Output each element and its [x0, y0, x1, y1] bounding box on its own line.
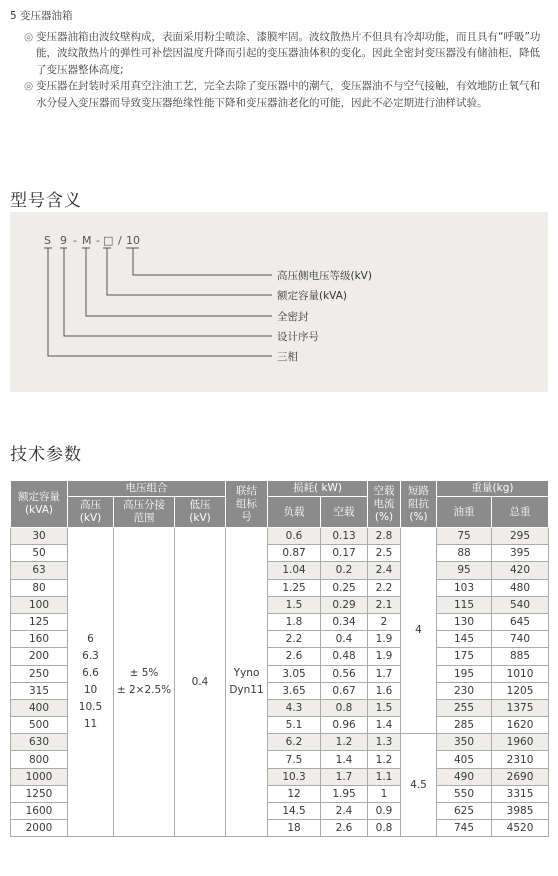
cell-oil-weight: 625 — [437, 803, 492, 820]
cell-total-weight: 645 — [492, 613, 549, 630]
cell-oil-weight: 95 — [437, 562, 492, 579]
cell-total-weight: 2310 — [492, 751, 549, 768]
cell-total-weight: 740 — [492, 631, 549, 648]
intro-block — [10, 8, 550, 111]
cell-noload-loss: 0.56 — [321, 665, 368, 682]
cell-load-loss: 2.2 — [268, 631, 321, 648]
cell-impedance-low: 4 — [401, 528, 437, 734]
cell-noload-current: 1 — [368, 785, 401, 802]
cell-oil-weight: 88 — [437, 545, 492, 562]
cell-oil-weight: 75 — [437, 528, 492, 545]
cell-capacity: 160 — [11, 631, 68, 648]
cell-capacity: 1000 — [11, 768, 68, 785]
cell-load-loss: 7.5 — [268, 751, 321, 768]
cell-noload-current: 1.7 — [368, 665, 401, 682]
cell-noload-current: 0.9 — [368, 803, 401, 820]
cell-capacity: 800 — [11, 751, 68, 768]
header-load-loss: 负载 — [268, 497, 321, 528]
cell-noload-current: 1.9 — [368, 648, 401, 665]
cell-capacity: 400 — [11, 699, 68, 716]
header-lv: 低压 (kV) — [175, 497, 226, 528]
code-char: M — [82, 234, 92, 247]
cell-load-loss: 3.65 — [268, 682, 321, 699]
cell-oil-weight: 490 — [437, 768, 492, 785]
cell-noload-current: 2 — [368, 613, 401, 630]
cell-oil-weight: 405 — [437, 751, 492, 768]
cell-total-weight: 2690 — [492, 768, 549, 785]
header-tap-range: 高压分接 范围 — [114, 497, 175, 528]
tech-spec-table — [10, 480, 549, 837]
cell-noload-loss: 1.2 — [321, 734, 368, 751]
section-title-oil-tank: 5 变压器油箱 — [10, 10, 73, 22]
cell-impedance-high: 4.5 — [401, 734, 437, 837]
cell-load-loss: 10.3 — [268, 768, 321, 785]
cell-total-weight: 4520 — [492, 820, 549, 837]
cell-noload-loss: 2.6 — [321, 820, 368, 837]
cell-capacity: 125 — [11, 613, 68, 630]
cell-noload-loss: 0.2 — [321, 562, 368, 579]
cell-noload-current: 2.8 — [368, 528, 401, 545]
cell-capacity: 315 — [11, 682, 68, 699]
cell-noload-current: 2.4 — [368, 562, 401, 579]
cell-noload-loss: 0.25 — [321, 579, 368, 596]
cell-noload-loss: 1.4 — [321, 751, 368, 768]
cell-noload-loss: 2.4 — [321, 803, 368, 820]
cell-capacity: 500 — [11, 717, 68, 734]
header-capacity: 额定容量 (kVA) — [11, 481, 68, 528]
header-loss-group: 损耗( kW) — [268, 481, 368, 497]
cell-load-loss: 18 — [268, 820, 321, 837]
cell-noload-loss: 0.8 — [321, 699, 368, 716]
cell-capacity: 80 — [11, 579, 68, 596]
cell-load-loss: 3.05 — [268, 665, 321, 682]
cell-noload-loss: 0.48 — [321, 648, 368, 665]
cell-capacity: 630 — [11, 734, 68, 751]
code-char: 10 — [126, 234, 140, 247]
header-hv: 高压 (kV) — [68, 497, 114, 528]
cell-noload-current: 1.1 — [368, 768, 401, 785]
cell-vector-group: Yyno Dyn11 — [226, 528, 268, 837]
cell-noload-current: 2.2 — [368, 579, 401, 596]
cell-capacity: 200 — [11, 648, 68, 665]
cell-tap-range: ± 5% ± 2×2.5% — [114, 528, 175, 837]
label-fully-sealed: 全密封 — [277, 311, 309, 323]
cell-load-loss: 0.87 — [268, 545, 321, 562]
cell-total-weight: 1960 — [492, 734, 549, 751]
cell-total-weight: 420 — [492, 562, 549, 579]
cell-total-weight: 540 — [492, 596, 549, 613]
code-char: - — [73, 234, 77, 247]
code-char: / — [118, 234, 122, 247]
header-weight-group: 重量(kg) — [437, 481, 549, 497]
code-char: - — [96, 234, 100, 247]
cell-oil-weight: 745 — [437, 820, 492, 837]
cell-capacity: 30 — [11, 528, 68, 545]
cell-noload-loss: 0.67 — [321, 682, 368, 699]
code-char: 9 — [60, 234, 67, 247]
cell-oil-weight: 145 — [437, 631, 492, 648]
cell-load-loss: 0.6 — [268, 528, 321, 545]
label-design-serial: 设计序号 — [277, 331, 319, 343]
cell-capacity: 1250 — [11, 785, 68, 802]
cell-noload-current: 2.5 — [368, 545, 401, 562]
cell-capacity: 100 — [11, 596, 68, 613]
cell-load-loss: 1.04 — [268, 562, 321, 579]
intro-paragraph: ◎ 变压器在封装时采用真空注油工艺，完全去除了变压器中的潮气，变压器油不与空气接触，有效地防止氧气和水分侵入变压器而导致变压器绝缘性能下降和变压器油老化的可能，因此不必定期进行油样试验。 — [24, 80, 540, 109]
cell-load-loss: 1.5 — [268, 596, 321, 613]
cell-total-weight: 1620 — [492, 717, 549, 734]
header-voltage-group: 电压组合 — [68, 481, 226, 497]
cell-total-weight: 295 — [492, 528, 549, 545]
label-three-phase: 三相 — [277, 351, 298, 363]
header-impedance: 短路 阻抗 (%) — [401, 481, 437, 528]
cell-noload-loss: 0.13 — [321, 528, 368, 545]
bullet-circle-icon: ◎ — [24, 30, 34, 43]
cell-capacity: 50 — [11, 545, 68, 562]
cell-lv-value: 0.4 — [175, 528, 226, 837]
cell-oil-weight: 230 — [437, 682, 492, 699]
cell-oil-weight: 550 — [437, 785, 492, 802]
cell-noload-current: 2.1 — [368, 596, 401, 613]
cell-total-weight: 885 — [492, 648, 549, 665]
cell-oil-weight: 130 — [437, 613, 492, 630]
cell-hv-values: 6 6.3 6.6 10 10.5 11 — [68, 528, 114, 837]
model-section-title: 型号含义 — [10, 191, 82, 211]
cell-capacity: 250 — [11, 665, 68, 682]
code-char: S — [44, 234, 51, 247]
label-hv-voltage-class: 高压侧电压等级(kV) — [277, 270, 372, 282]
cell-total-weight: 3315 — [492, 785, 549, 802]
cell-noload-loss: 0.4 — [321, 631, 368, 648]
cell-total-weight: 3985 — [492, 803, 549, 820]
cell-noload-loss: 0.96 — [321, 717, 368, 734]
cell-noload-loss: 0.29 — [321, 596, 368, 613]
cell-noload-current: 1.9 — [368, 631, 401, 648]
table-row — [11, 528, 549, 545]
cell-capacity: 63 — [11, 562, 68, 579]
header-oil-weight: 油重 — [437, 497, 492, 528]
cell-load-loss: 1.25 — [268, 579, 321, 596]
cell-oil-weight: 285 — [437, 717, 492, 734]
code-box-glyph: □ — [103, 234, 114, 247]
cell-load-loss: 14.5 — [268, 803, 321, 820]
header-vector-group: 联结 组标 号 — [226, 481, 268, 528]
tech-spec-body — [11, 528, 549, 837]
cell-total-weight: 480 — [492, 579, 549, 596]
cell-oil-weight: 350 — [437, 734, 492, 751]
cell-capacity: 2000 — [11, 820, 68, 837]
tech-section-title: 技术参数 — [10, 445, 82, 465]
cell-noload-current: 1.4 — [368, 717, 401, 734]
cell-noload-current: 1.3 — [368, 734, 401, 751]
cell-noload-current: 0.8 — [368, 820, 401, 837]
cell-total-weight: 1010 — [492, 665, 549, 682]
cell-load-loss: 6.2 — [268, 734, 321, 751]
cell-noload-current: 1.5 — [368, 699, 401, 716]
cell-load-loss: 5.1 — [268, 717, 321, 734]
cell-noload-current: 1.2 — [368, 751, 401, 768]
cell-oil-weight: 115 — [437, 596, 492, 613]
intro-paragraph: ◎ 变压器油箱由波纹壁构成，表面采用粉尘喷涂、漆膜牢固。波纹散热片不但具有冷却功能，而且具有“呼吸”功能，波纹散热片的弹性可补偿因温度升降而引起的变压器油体积的变化。因此全密封变压器没有储油柜，降低了变压器整体高度; — [24, 30, 541, 76]
cell-capacity: 1600 — [11, 803, 68, 820]
header-noload-loss: 空载 — [321, 497, 368, 528]
cell-oil-weight: 175 — [437, 648, 492, 665]
cell-total-weight: 395 — [492, 545, 549, 562]
bullet-circle-icon: ◎ — [24, 80, 34, 92]
cell-noload-loss: 1.7 — [321, 768, 368, 785]
model-diagram — [10, 212, 548, 392]
cell-oil-weight: 255 — [437, 699, 492, 716]
cell-total-weight: 1375 — [492, 699, 549, 716]
cell-total-weight: 1205 — [492, 682, 549, 699]
cell-noload-loss: 1.95 — [321, 785, 368, 802]
header-total-weight: 总重 — [492, 497, 549, 528]
header-noload-current: 空载 电流 (%) — [368, 481, 401, 528]
cell-noload-loss: 0.34 — [321, 613, 368, 630]
label-rated-capacity: 额定容量(kVA) — [277, 290, 347, 302]
cell-noload-current: 1.6 — [368, 682, 401, 699]
cell-load-loss: 1.8 — [268, 613, 321, 630]
cell-noload-loss: 0.17 — [321, 545, 368, 562]
cell-load-loss: 4.3 — [268, 699, 321, 716]
cell-oil-weight: 103 — [437, 579, 492, 596]
cell-load-loss: 2.6 — [268, 648, 321, 665]
cell-load-loss: 12 — [268, 785, 321, 802]
cell-oil-weight: 195 — [437, 665, 492, 682]
